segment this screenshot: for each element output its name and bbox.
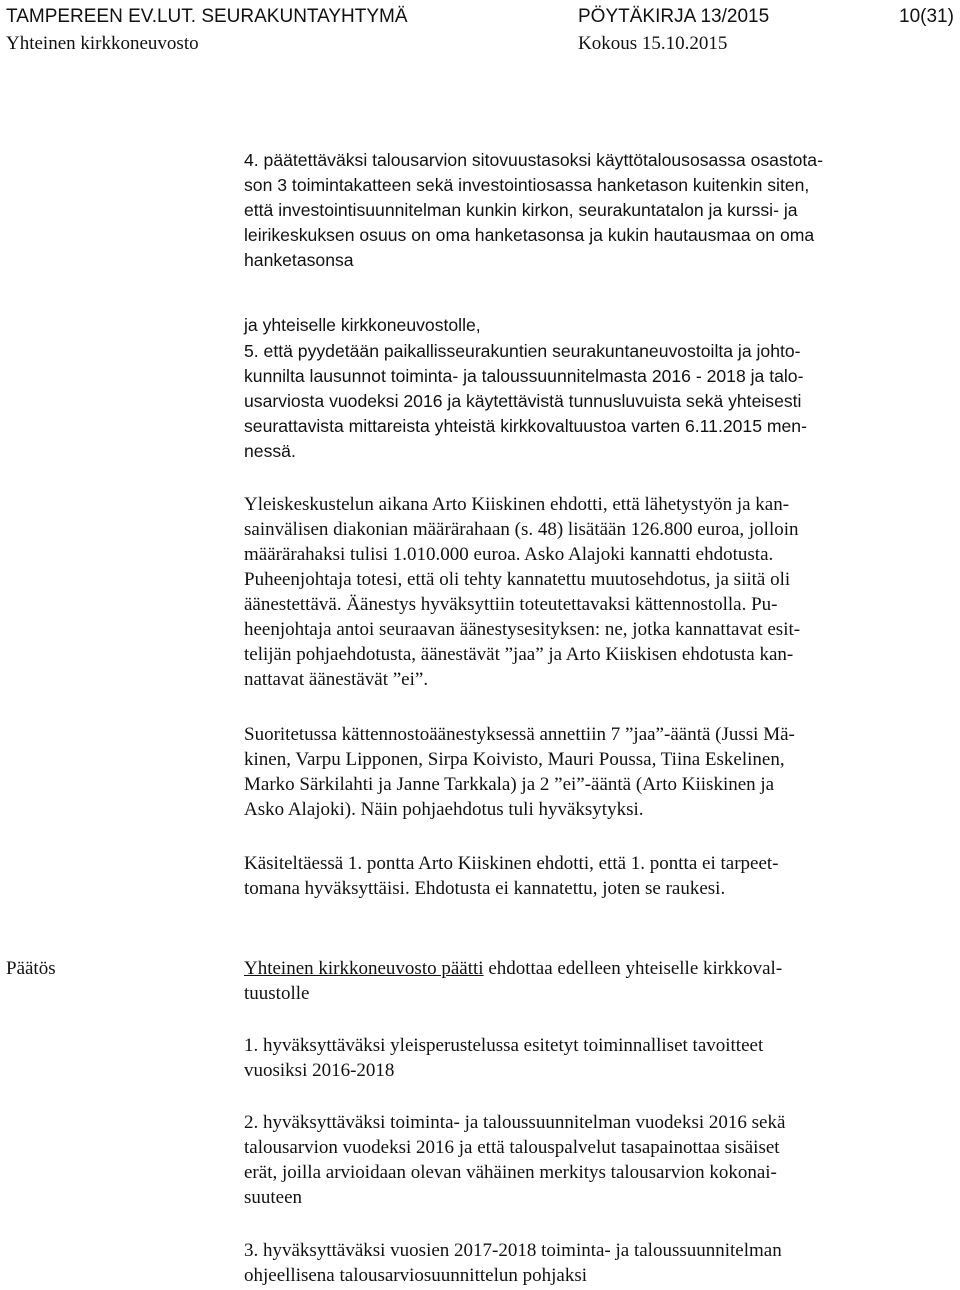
text-line: Puheenjohtaja totesi, että oli tehty kannatettu muutosehdotus, ja siitä oli	[244, 569, 791, 590]
point-1-discussion	[244, 851, 779, 901]
general-discussion	[244, 492, 800, 692]
text-line: Yleiskeskustelun aikana Arto Kiiskinen ehdotti, että lähetystyön ja kan-	[244, 494, 790, 515]
page-header	[0, 4, 960, 58]
text-line: seurattavista mittareista yhteistä kirkkovaltuustoa varten 6.11.2015 men-	[244, 416, 807, 436]
text-line: usarviosta vuodeksi 2016 ja käytettävistä tunnusluvuista sekä yhteisesti	[244, 391, 802, 411]
text-line: Käsiteltäessä 1. pontta Arto Kiiskinen ehdotti, että 1. pontta ei tarpeet-	[244, 853, 779, 874]
text-line: että investointisuunnitelman kunkin kirkon, seurakuntatalon ja kurssi- ja	[244, 200, 798, 220]
organization-name: TAMPEREEN EV.LUT. SEURAKUNTAYHTYMÄ	[6, 6, 408, 27]
text-line: sainvälisen diakonian määrärahaan (s. 48) lisätään 126.800 euroa, jolloin	[244, 519, 799, 540]
text-line: nattavat äänestävät ”ei”.	[244, 669, 429, 690]
text-line: 5. että pyydetään paikallisseurakuntien seurakuntaneuvostoilta ja johto-	[244, 341, 801, 361]
proposal-item-4	[244, 148, 823, 273]
decision-item-3	[244, 1238, 782, 1288]
body-name: Yhteinen kirkkoneuvosto	[6, 33, 199, 54]
decision-label	[6, 956, 56, 981]
text-line: talousarvion vuodeksi 2016 ja että talouspalvelut tasapainottaa sisäiset	[244, 1137, 780, 1158]
text-line: 4. päätettäväksi talousarvion sitovuustasoksi käyttötalousosassa osastota-	[244, 150, 823, 170]
text-line: tomana hyväksyttäisi. Ehdotusta ei kannatettu, joten se raukesi.	[244, 878, 726, 899]
decision-item-1	[244, 1033, 763, 1083]
text-line: suuteen	[244, 1187, 303, 1208]
decision-heading: Päätös	[6, 958, 56, 979]
text-line: 1. hyväksyttäväksi yleisperustelussa esitetyt toiminnalliset tavoitteet	[244, 1035, 764, 1056]
text-line: kinen, Varpu Lipponen, Sirpa Koivisto, Mauri Poussa, Tiina Eskelinen,	[244, 749, 785, 770]
text-line	[244, 956, 782, 981]
text-line: Marko Särkilahti ja Janne Tarkkala) ja 2 ”ei”-ääntä (Arto Kiiskinen ja	[244, 774, 775, 795]
text-line: tuustolle	[244, 983, 310, 1004]
text-line: vuosiksi 2016-2018	[244, 1060, 395, 1081]
text-line: son 3 toimintakatteen sekä investointiosassa hanketason kuitenkin siten,	[244, 175, 810, 195]
decision-item-2	[244, 1110, 785, 1210]
vote-result	[244, 722, 795, 822]
text-line: telijän pohjaehdotusta, äänestävät ”jaa” ja Arto Kiiskisen ehdotusta kan-	[244, 644, 794, 665]
page-number: 10(31)	[899, 6, 954, 27]
text-line: Asko Alajoki). Näin pohjaehdotus tuli hyväksytyksi.	[244, 799, 644, 820]
text-line: kunnilta lausunnot toiminta- ja taloussuunnitelmasta 2016 - 2018 ja talo-	[244, 366, 804, 386]
text-line: nessä.	[244, 441, 296, 461]
to-board-line	[244, 313, 481, 338]
meeting-date: Kokous 15.10.2015	[578, 33, 728, 54]
text-line: äänestettävä. Äänestys hyväksyttiin toteutettavaksi kättennostolla. Pu-	[244, 594, 778, 615]
document-title: PÖYTÄKIRJA 13/2015	[578, 6, 770, 27]
decision-intro	[244, 956, 782, 1006]
text-line: heenjohtaja antoi seuraavan äänestysesityksen: ne, jotka kannattavat esit-	[244, 619, 801, 640]
text-line: erät, joilla arvioidaan olevan vähäinen merkitys talousarvion kokonai-	[244, 1162, 777, 1183]
text-line: leirikeskuksen osuus on oma hanketasonsa ja kukin hautausmaa on oma	[244, 225, 815, 245]
text-line: määrärahaksi tulisi 1.010.000 euroa. Asko Alajoki kannatti ehdotusta.	[244, 544, 774, 565]
text-line: 3. hyväksyttäväksi vuosien 2017-2018 toiminta- ja taloussuunnitelman	[244, 1240, 782, 1261]
decision-subject: Yhteinen kirkkoneuvosto päätti	[244, 958, 484, 979]
text-line: ohjeellisena talousarviosuunnittelun pohjaksi	[244, 1265, 587, 1286]
text-line: Suoritetussa kättennostoäänestyksessä annettiin 7 ”jaa”-ääntä (Jussi Mä-	[244, 724, 795, 745]
text-line: 2. hyväksyttäväksi toiminta- ja taloussuunnitelman vuodeksi 2016 sekä	[244, 1112, 786, 1133]
decision-intro-rest: ehdottaa edelleen yhteiselle kirkkoval-	[483, 958, 783, 979]
text-line: ja yhteiselle kirkkoneuvostolle,	[244, 315, 481, 335]
proposal-item-5	[244, 339, 807, 464]
text-line: hanketasonsa	[244, 250, 354, 270]
